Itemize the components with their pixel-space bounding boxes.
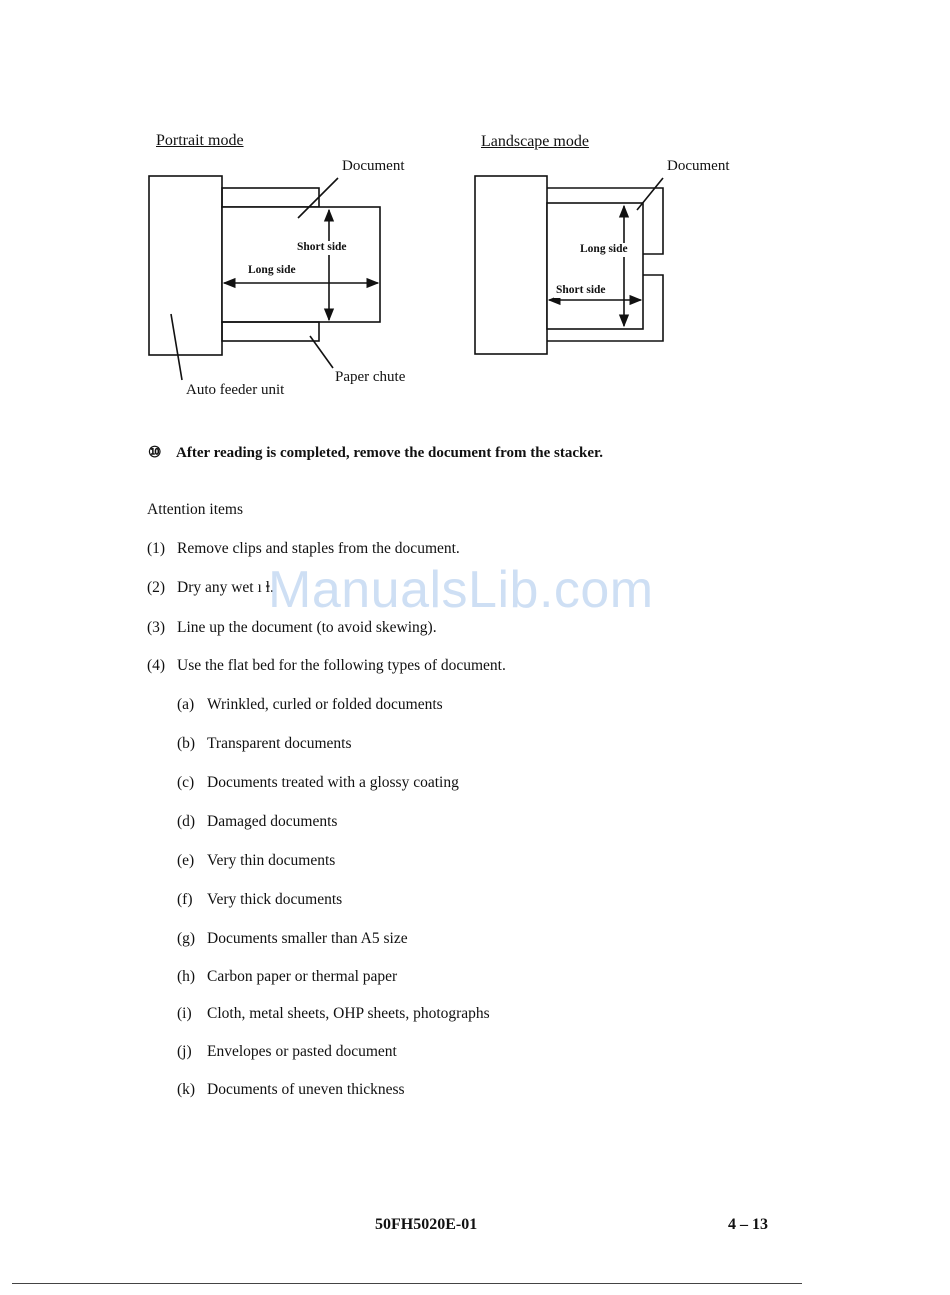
sub-list-item: (d) Damaged documents <box>177 813 338 830</box>
portrait-document-label: Document <box>342 158 405 174</box>
scanner-figure <box>0 0 950 420</box>
sub-list-item: (g) Documents smaller than A5 size <box>177 930 408 947</box>
page-number: 4 – 13 <box>728 1216 768 1233</box>
landscape-mode-caption: Landscape mode <box>481 133 589 150</box>
portrait-short-side-label: Short side <box>297 241 347 253</box>
landscape-document <box>547 203 643 329</box>
portrait-paper-chute <box>222 322 319 341</box>
list-item: (2) Dry any wet ı ⱡ. <box>147 579 274 596</box>
attention-heading: Attention items <box>147 501 244 518</box>
step-10 <box>148 443 603 462</box>
landscape-document-leader <box>637 178 663 210</box>
sub-list-item: (b) Transparent documents <box>177 735 352 752</box>
sub-list-item: (f) Very thick documents <box>177 891 343 908</box>
sub-list-item: (h) Carbon paper or thermal paper <box>177 968 398 985</box>
sub-list-item: (i) Cloth, metal sheets, OHP sheets, photographs <box>177 1005 490 1022</box>
sub-list-item: (k) Documents of uneven thickness <box>177 1081 405 1098</box>
list-item: (1) Remove clips and staples from the document. <box>147 540 460 557</box>
landscape-short-side-label: Short side <box>556 284 606 296</box>
sub-list-item: (e) Very thin documents <box>177 852 336 869</box>
sub-list-item: (a) Wrinkled, curled or folded documents <box>177 696 443 713</box>
bottom-rule <box>12 1283 802 1284</box>
landscape-document-label: Document <box>667 158 730 174</box>
portrait-mode-caption: Portrait mode <box>156 132 244 149</box>
portrait-long-side-label: Long side <box>248 264 296 276</box>
sub-list-item: (j) Envelopes or pasted document <box>177 1043 397 1060</box>
sub-list-item: (c) Documents treated with a glossy coating <box>177 774 459 791</box>
step-10-marker: ⑩ <box>148 445 162 461</box>
document-code: 50FH5020E-01 <box>375 1216 478 1233</box>
portrait-chute-leader <box>310 336 333 368</box>
portrait-stacker-tray <box>222 188 319 207</box>
step-10-text: After reading is completed, remove the document from the stacker. <box>176 445 604 461</box>
watermark: ManualsLib.com <box>268 561 654 619</box>
landscape-feeder-unit <box>475 176 547 354</box>
list-item: (4) Use the flat bed for the following types of document. <box>147 657 506 674</box>
list-item: (3) Line up the document (to avoid skewing). <box>147 619 437 636</box>
paper-chute-label: Paper chute <box>335 369 406 385</box>
portrait-feeder-leader <box>171 314 182 380</box>
auto-feeder-unit-label: Auto feeder unit <box>186 382 285 398</box>
portrait-feeder-unit <box>149 176 222 355</box>
landscape-long-side-label: Long side <box>580 243 628 255</box>
